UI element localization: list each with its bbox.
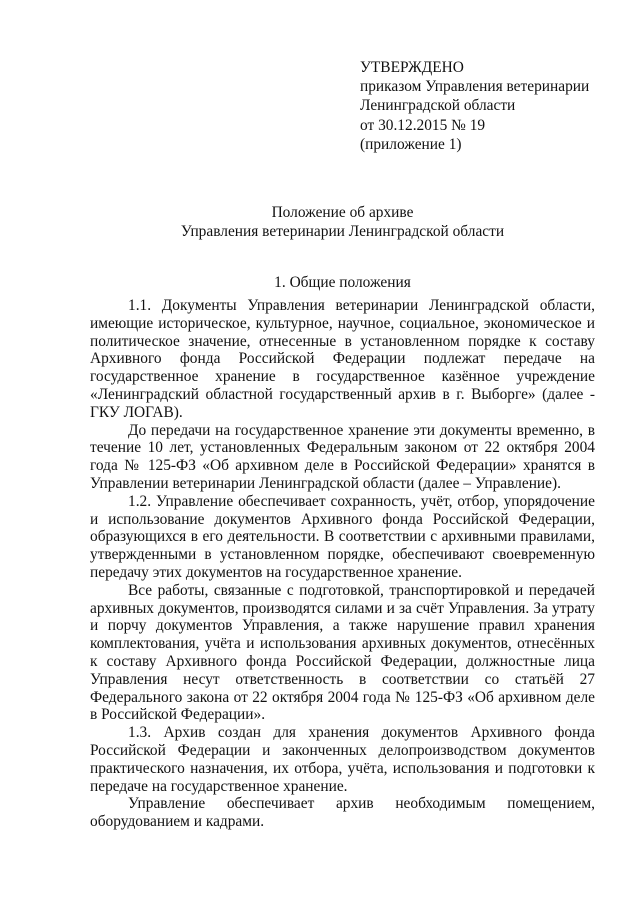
document-subtitle-line: Управления ветеринарии Ленинградской области: [180, 223, 505, 240]
approval-date-line: от 30.12.2015 № 19: [360, 116, 486, 134]
document-title-line: Положение об архиве: [271, 204, 414, 221]
approval-region-line: Ленинградской области: [360, 97, 516, 115]
paragraph: Все работы, связанные с подготовкой, транспортировкой и передачей архивных документов, производятся силами и за счёт Управления. За утрату и порчу документов Управления, а также нарушение правил хранения комплектования, учёта и использования архивных документов, отнесённых к составу Архивного фонда Российской Федерации, должностные лица Управления несут ответственность в соответствии со статьёй 27 Федерального закона от 22 октября 2004 года № 125-ФЗ «Об архивном деле в Российской Федерации».: [90, 581, 595, 724]
approval-order-line: приказом Управления ветеринарии: [360, 78, 590, 96]
approval-heading: УТВЕРЖДЕНО: [360, 59, 464, 76]
section-heading: 1. Общие положения: [274, 274, 411, 291]
paragraph: 1.2. Управление обеспечивает сохранность, учёт, отбор, упорядочение и использование документов Архивного фонда Российской Федерации, образующихся в его деятельности. В соответствии с архивными правилами, утвержденными в установленном порядке, обеспечивают своевременную передачу этих документов на государственное хранение.: [90, 492, 595, 581]
document-title: [90, 203, 595, 241]
approval-stamp: [360, 58, 589, 154]
approval-appendix-line: (приложение 1): [360, 135, 462, 153]
paragraph: Управление обеспечивает архив необходимым помещением, оборудованием и кадрами.: [90, 795, 595, 831]
paragraph: До передачи на государственное хранение эти документы временно, в течение 10 лет, установленных Федеральным законом от 22 октября 2004 года № 125-ФЗ «Об архивном деле в Российской Федерации» хранятся в Управлении ветеринарии Ленинградской области (далее – Управление).: [90, 421, 595, 492]
paragraph: 1.3. Архив создан для хранения документов Архивного фонда Российской Федерации и законченных делопроизводством документов практического назначения, их отбора, учёта, использования и подготовки к передаче на государственное хранение.: [90, 724, 595, 795]
section-body: [90, 297, 595, 831]
paragraph: 1.1. Документы Управления ветеринарии Ленинградской области, имеющие историческое, культурное, научное, социальное, экономическое и политическое значение, отнесенные в установленном порядке к составу Архивного фонда Российской Федерации подлежат передаче на государственное хранение в государственное казённое учреждение «Ленинградский областной государственный архив в г. Выборге» (далее - ГКУ ЛОГАВ).: [90, 297, 595, 421]
